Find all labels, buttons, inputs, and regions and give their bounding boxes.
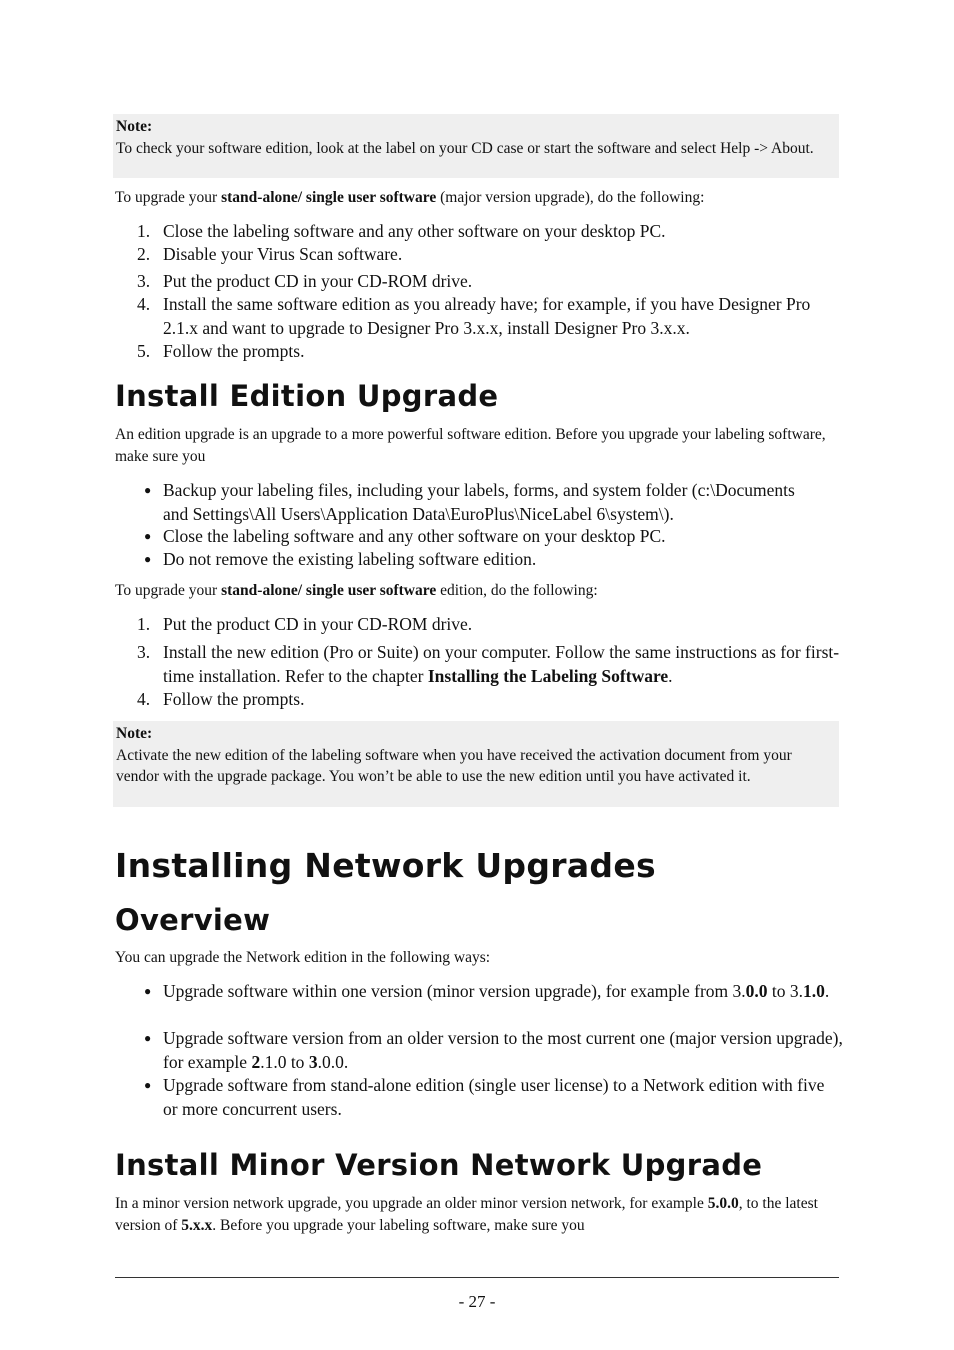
- chapter-reference: Installing the Labeling Software: [427, 666, 669, 686]
- step-number: 4.: [137, 294, 151, 314]
- text: To upgrade your: [115, 582, 222, 599]
- bullet-icon: ●: [144, 1078, 152, 1092]
- list-item: [163, 1026, 843, 1074]
- text: .: [824, 981, 830, 1001]
- section-heading: Overview: [115, 903, 271, 937]
- note-box: [113, 114, 839, 178]
- step-number: 3.: [137, 642, 151, 662]
- list-item: Upgrade software from stand-alone edition (single user license) to a Network edition with five or more concurrent users.: [163, 1075, 825, 1119]
- bold-text: 3: [308, 1052, 318, 1072]
- bullet-icon: ●: [144, 483, 152, 497]
- bold-text: stand-alone/ single user software: [221, 189, 437, 206]
- bullet-icon: ●: [144, 552, 152, 566]
- list-item: Do not remove the existing labeling software edition.: [163, 549, 537, 569]
- intro-paragraph: [115, 187, 847, 209]
- bullet-icon: ●: [144, 984, 152, 998]
- bold-text: 1.0: [803, 981, 825, 1001]
- list-item: Close the labeling software and any other software on your desktop PC.: [163, 526, 666, 546]
- step-number: 1.: [137, 221, 151, 241]
- list-item: Follow the prompts.: [163, 341, 305, 361]
- text: edition, do the following:: [436, 582, 598, 599]
- step-number: 4.: [137, 689, 151, 709]
- bold-text: 2: [251, 1052, 261, 1072]
- intro-paragraph: [115, 580, 847, 602]
- step-number: 3.: [137, 271, 151, 291]
- note-label: Note:: [116, 725, 153, 742]
- list-item: Disable your Virus Scan software.: [163, 244, 403, 264]
- chapter-heading: Installing Network Upgrades: [115, 846, 656, 885]
- text: To upgrade your: [115, 189, 222, 206]
- bold-text: 5.x.x: [181, 1216, 213, 1234]
- bullet-icon: ●: [144, 1031, 152, 1045]
- step-number: 2.: [137, 244, 151, 264]
- list-item: Close the labeling software and any other software on your desktop PC.: [163, 221, 666, 241]
- text: Upgrade software within one version (minor version upgrade), for example from 3.: [163, 981, 746, 1001]
- list-item: Follow the prompts.: [163, 689, 305, 709]
- bold-text: 0.0: [745, 981, 768, 1001]
- note-text: Activate the new edition of the labeling software when you have received the activation document from your vendor with the upgrade package. You won’t be able to use the new edition until you have activated it.: [116, 746, 792, 785]
- list-item: Put the product CD in your CD-ROM drive.: [163, 614, 473, 634]
- paragraph: You can upgrade the Network edition in the following ways:: [115, 949, 491, 966]
- note-text: To check your software edition, look at the label on your CD case or start the software and select Help -> About.: [116, 139, 814, 157]
- text: Install the new edition (Pro or Suite) on your computer. Follow the same instructions as for first-time installation. Refer to the chapter: [163, 642, 840, 686]
- text: .0.0.: [317, 1052, 349, 1072]
- list-item: [163, 979, 843, 1003]
- paragraph: An edition upgrade is an upgrade to a more powerful software edition. Before you upgrade your labeling software, make sure you: [115, 426, 826, 465]
- text: Upgrade software version from an older version to the most current one (major version upgrade), for example: [163, 1028, 843, 1072]
- text: to 3.: [767, 981, 804, 1001]
- text: .: [668, 666, 673, 686]
- text: . Before you upgrade your labeling software, make sure you: [212, 1216, 585, 1234]
- page-number: - 27 -: [458, 1292, 496, 1311]
- text: , to the latest version of: [115, 1195, 818, 1234]
- note-box: [113, 721, 839, 807]
- text: (major version upgrade), do the following:: [436, 189, 705, 206]
- bullet-icon: ●: [144, 529, 152, 543]
- list-item: Backup your labeling files, including your labels, forms, and system folder (c:\Documents and Settings\All Users\Application Data\EuroPlus\NiceLabel 6\system\).: [163, 480, 795, 524]
- step-number: 1.: [137, 614, 151, 634]
- text: In a minor version network upgrade, you upgrade an older minor version network, for example: [115, 1195, 708, 1212]
- section-heading: Install Minor Version Network Upgrade: [115, 1148, 763, 1182]
- section-heading: Install Edition Upgrade: [115, 379, 499, 413]
- bold-text: 5.0.0: [707, 1195, 739, 1212]
- list-item: Install the same software edition as you already have; for example, if you have Designer Pro 2.1.x and want to upgrade to Designer Pro 3.x.x, install Designer Pro 3.x.x.: [163, 294, 811, 338]
- list-item: [163, 640, 843, 688]
- bold-text: stand-alone/ single user software: [221, 582, 437, 599]
- footer-divider: [115, 1277, 839, 1278]
- list-item: Put the product CD in your CD-ROM drive.: [163, 271, 473, 291]
- step-number: 5.: [137, 341, 151, 361]
- paragraph: [115, 1193, 847, 1236]
- note-label: Note:: [116, 118, 153, 135]
- text: .1.0 to: [260, 1052, 309, 1072]
